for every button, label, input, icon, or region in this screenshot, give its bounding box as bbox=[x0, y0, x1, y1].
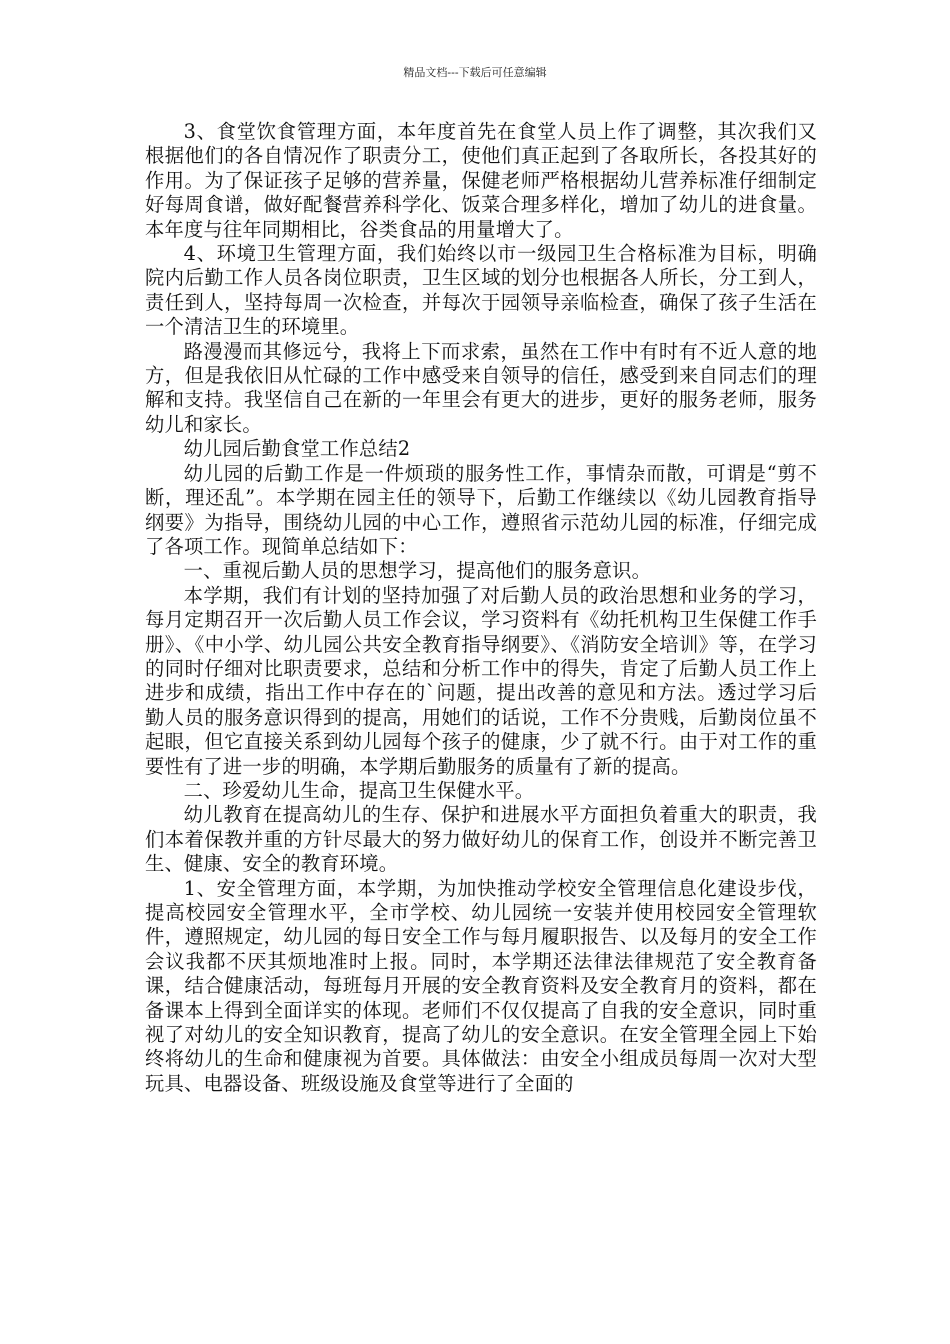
paragraph-safety: 1、安全管理方面，本学期，为加快推动学校安全管理信息化建设步伐，提高校园安全管理水平，全市学校、幼儿园统一安装并使用校园安全管理软件，遵照规定，幼儿园的每日安全工作与每月履职报告、以及每月的安全工作会议我都不厌其烦地准时上报。同时，本学期还法律法律规范了安全教育备课，结合健康活动，每班每月开展的安全教育资料及安全教育月的资料，都在备课本上得到全面详实的体现。老师们不仅仅提高了自我的安全意识，同时重视了对幼儿的安全知识教育，提高了幼儿的安全意识。在安全管理全园上下始终将幼儿的生命和健康视为首要。具体做法：由安全小组成员每周一次对大型玩具、电器设备、班级设施及食堂等进行了全面的 bbox=[145, 876, 817, 1095]
section-title: 幼儿园后勤食堂工作总结2 bbox=[183, 437, 411, 461]
paragraph-environment-hygiene: 4、环境卫生管理方面，我们始终以市一级园卫生合格标准为目标，明确院内后勤工作人员各岗位职责，卫生区域的划分也根据各人所长，分工到人，责任到人，坚持每周一次检查，并每次于园领导亲临检查，确保了孩子生活在一个清洁卫生的环境里。 bbox=[145, 242, 817, 339]
section-heading-two: 二、珍爱幼儿生命，提高卫生保健水平。 bbox=[183, 778, 535, 802]
document-body bbox=[145, 120, 817, 1096]
paragraph-study: 本学期，我们有计划的坚持加强了对后勤人员的政治思想和业务的学习，每月定期召开一次后勤人员工作会议，学习资料有《幼托机构卫生保健工作手册》、《中小学、幼儿园公共安全教育指导纲要》、《消防安全培训》等，在学习的同时仔细对比职责要求，总结和分析工作中的得失，肯定了后勤人员工作上进步和成绩，指出工作中存在的`问题，提出改善的意见和方法。透过学习后勤人员的服务意识得到的提高，用她们的话说，工作不分贵贱，后勤岗位虽不起眼，但它直接关系到幼儿园每个孩子的健康，少了就不行。由于对工作的重要性有了进一步的明确，本学期后勤服务的质量有了新的提高。 bbox=[145, 583, 817, 778]
paragraph-canteen-management: 3、食堂饮食管理方面，本年度首先在食堂人员上作了调整，其次我们又根据他们的各自情况作了职责分工，使他们真正起到了各取所长，各投其好的作用。为了保证孩子足够的营养量，保健老师严格根据幼儿营养标准仔细制定好每周食谱，做好配餐营养科学化、饭菜合理多样化，增加了幼儿的进食量。本年度与往年同期相比，谷类食品的用量增大了。 bbox=[145, 120, 817, 241]
section-heading-one: 一、重视后勤人员的思想学习，提高他们的服务意识。 bbox=[183, 559, 652, 583]
paragraph-closing: 路漫漫而其修远兮，我将上下而求索，虽然在工作中有时有不近人意的地方，但是我依旧从忙碌的工作中感受来自领导的信任，感受到来自同志们的理解和支持。我坚信自己在新的一年里会有更大的进步，更好的服务老师，服务幼儿和家长。 bbox=[145, 339, 817, 436]
paragraph-care: 幼儿教育在提高幼儿的生存、保护和进展水平方面担负着重大的职责，我们本着保教并重的方针尽最大的努力做好幼儿的保育工作，创设并不断完善卫生、健康、安全的教育环境。 bbox=[145, 803, 817, 876]
paragraph-intro: 幼儿园的后勤工作是一件烦琐的服务性工作，事情杂而散，可谓是“剪不断，理还乱”。本学期在园主任的领导下，后勤工作继续以《幼儿园教育指导纲要》为指导，围绕幼儿园的中心工作，遵照省示范幼儿园的标准，仔细完成了各项工作。现简单总结如下： bbox=[145, 461, 817, 558]
page-header: 精品文档---下载后可任意编辑 bbox=[403, 66, 547, 79]
